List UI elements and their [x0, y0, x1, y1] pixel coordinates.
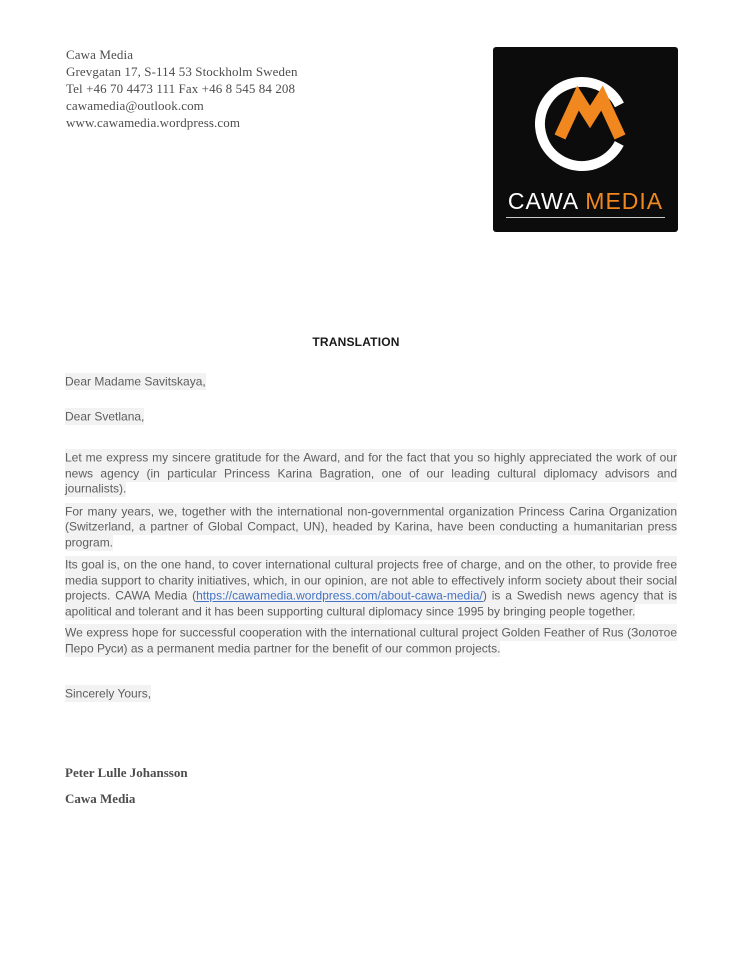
paragraph-goal-text	[65, 556, 677, 620]
logo-brand-cawa: CAWA	[507, 188, 578, 214]
website-text: www.cawamedia.wordpress.com	[66, 115, 241, 130]
address-line: Grevgatan 17, S-114 53 Stockholm Sweden	[66, 64, 298, 79]
signature-name: Peter Lulle Johansson	[65, 765, 188, 780]
logo-brand-media: MEDIA	[585, 188, 664, 214]
phone-fax-line: Tel +46 70 4473 111 Fax +46 8 545 84 208	[66, 81, 296, 96]
closing-line	[65, 687, 677, 703]
logo-brand-text	[493, 188, 678, 215]
cawa-monogram-icon	[493, 57, 678, 187]
about-cawa-media-link[interactable]: https://cawamedia.wordpress.com/about-cawa-media/	[196, 588, 483, 603]
paragraph-cooperation-text: We express hope for successful cooperation with the international cultural project Golden Feather of Rus (Золотое Перо Руси) as a permanent media partner for the benefit of our common projects.	[65, 625, 677, 655]
letterhead-contact-block	[66, 46, 298, 131]
signature-company: Cawa Media	[65, 790, 136, 806]
paragraph-gratitude-text: Let me express my sincere gratitude for the Award, and for the fact that you so highly appreciated the work of our news agency (in particular Princess Karina Bagration, one of our leading cultural diplomacy advisors and journalists).	[65, 450, 677, 496]
salutation-madame	[65, 375, 677, 391]
paragraph-goal-after-link: ) is a Swedish news agency that is apolitical and tolerant and it has been supporting cultural diplomacy since 1995 by bringing people together.	[65, 588, 678, 618]
paragraph-organization	[65, 504, 677, 551]
closing-line-text: Sincerely Yours,	[65, 686, 152, 701]
letter-body	[65, 335, 677, 806]
paragraph-goal-before-link: Its goal is, on the one hand, to cover international cultural projects free of charge, and on the other, to provide free media support to charity initiatives, which, in our opinion, are not able to effectively inform society about their social projects. CAWA Media (	[65, 557, 677, 603]
translation-heading: TRANSLATION	[312, 335, 400, 349]
salutation-svetlana-text: Dear Svetlana,	[65, 409, 145, 423]
paragraph-gratitude	[65, 451, 677, 498]
salutation-svetlana	[65, 409, 677, 425]
paragraph-goal	[65, 558, 677, 620]
company-name: Cawa Media	[66, 47, 134, 62]
salutation-madame-text: Dear Madame Savitskaya,	[65, 374, 206, 389]
logo-underline	[506, 217, 665, 218]
cawa-media-logo	[493, 47, 678, 232]
paragraph-organization-text: For many years, we, together with the international non-governmental organization Princess Carina Organization (Switzerland, a partner of Global Compact, UN), headed by Karina, have been conducting a humanitarian press program.	[65, 504, 677, 549]
email-text: cawamedia@outlook.com	[66, 98, 204, 113]
paragraph-cooperation	[65, 626, 677, 657]
